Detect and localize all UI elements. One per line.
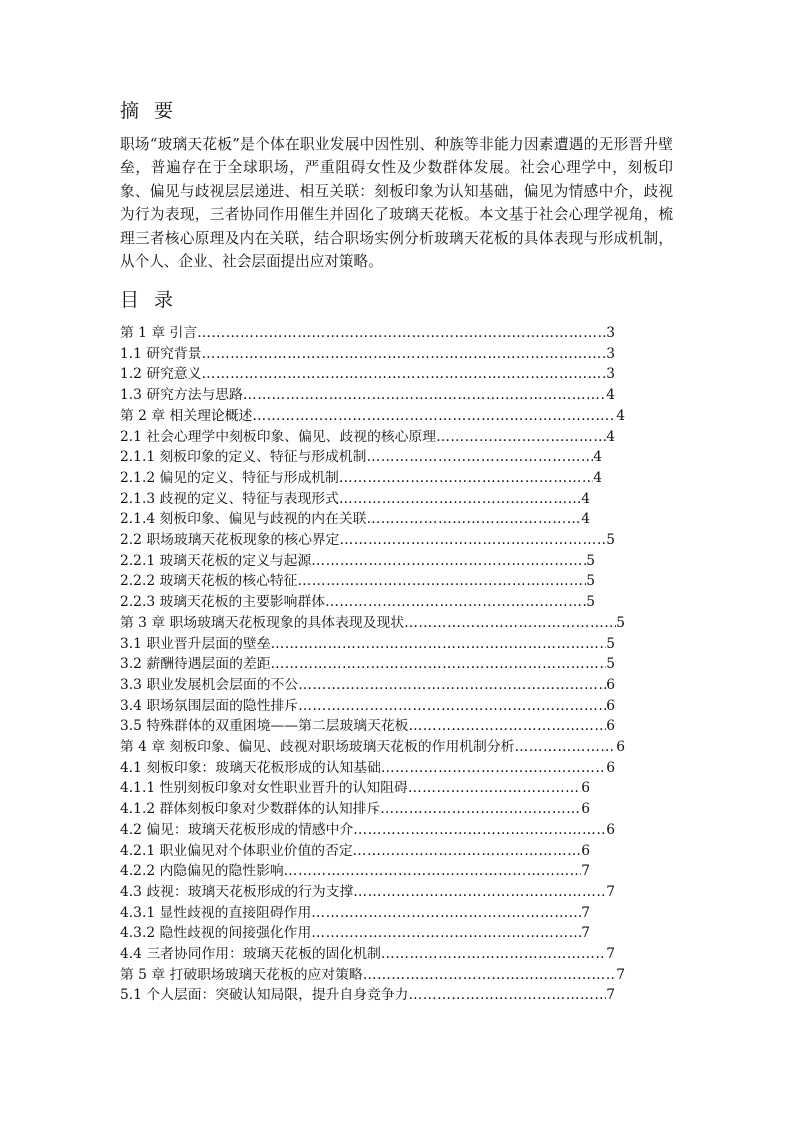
toc-item-title: 2.2.3 玻璃天花板的主要影响群体 (120, 594, 326, 611)
toc-leader-dots (436, 427, 606, 447)
toc-item[interactable] (120, 923, 590, 943)
toc-item-title: 第 3 章 职场玻璃天花板现象的具体表现及现状 (120, 614, 405, 631)
toc-item-page: 7 (606, 946, 615, 962)
toc-item-title: 2.1.4 刻板印象、偏见与歧视的内在关联 (120, 511, 367, 528)
toc-item-page: 7 (606, 883, 615, 900)
toc-item-title: 2.2.1 玻璃天花板的定义与起源 (120, 552, 312, 569)
toc-item[interactable] (120, 758, 615, 778)
toc-item-title: 2.1.2 偏见的定义、特征与形成机制 (120, 469, 339, 486)
toc-item-title: 4.1.2 群体刻板印象对少数群体的认知排斥 (120, 801, 381, 818)
toc-item[interactable] (120, 841, 590, 861)
toc-item[interactable] (120, 634, 615, 654)
toc-leader-dots (408, 716, 606, 736)
toc-item-title: 2.1.1 刻板印象的定义、特征与形成机制 (120, 449, 367, 466)
toc-item[interactable] (120, 882, 615, 902)
toc-item-page: 7 (616, 966, 625, 983)
toc-item[interactable] (120, 861, 590, 881)
toc-item-page: 7 (606, 987, 615, 1004)
toc-item[interactable] (120, 551, 595, 571)
toc-leader-dots (353, 882, 606, 902)
toc-item-title: 第 2 章 相关理论概述 (120, 407, 253, 424)
toc-item[interactable] (120, 613, 625, 633)
toc-item-title: 2.1 社会心理学中刻板印象、偏见、歧视的核心原理 (120, 428, 437, 445)
toc-item-page: 5 (606, 635, 615, 652)
toc-item-title: 1.1 研究背景 (120, 345, 202, 362)
toc-item-page: 4 (593, 469, 602, 486)
toc-item-page: 5 (586, 594, 595, 611)
toc-item[interactable] (120, 654, 615, 674)
toc-item-page: 4 (606, 387, 615, 404)
toc-item-page: 4 (616, 407, 625, 424)
toc-item[interactable] (120, 820, 615, 840)
toc-item-page: 6 (606, 697, 615, 714)
toc-leader-dots (298, 675, 606, 695)
toc-item-title: 3.2 薪酬待遇层面的差距 (120, 656, 271, 673)
toc-item-page: 5 (606, 532, 615, 548)
toc-leader-dots (311, 923, 581, 943)
toc-leader-dots (271, 654, 607, 674)
toc-item[interactable] (120, 489, 590, 509)
toc-item-title: 3.3 职业发展机会层面的不公 (120, 676, 299, 693)
toc-item-page: 5 (586, 573, 595, 590)
toc-item-page: 7 (581, 925, 590, 942)
toc-leader-dots (339, 530, 606, 550)
toc-item-page: 6 (616, 739, 625, 755)
toc-item-title: 4.3.1 显性歧视的直接阻碍作用 (120, 904, 312, 921)
toc-title: 目录 (120, 289, 189, 311)
toc-item-page: 5 (606, 656, 615, 673)
toc-leader-dots (311, 551, 586, 571)
toc-item[interactable] (120, 385, 615, 405)
toc-item[interactable] (120, 799, 590, 819)
toc-item-title: 4.3 歧视：玻璃天花板形成的行为支撑 (120, 883, 354, 900)
toc-item[interactable] (120, 344, 615, 364)
toc-item-page: 3 (606, 366, 615, 383)
toc-item-title: 4.4 三者协同作用：玻璃天花板的固化机制 (120, 946, 381, 962)
toc-item[interactable] (120, 944, 615, 964)
toc-item-page: 6 (606, 676, 615, 693)
toc-item-page: 4 (606, 428, 615, 445)
toc-item-page: 6 (581, 842, 590, 859)
toc-leader-dots (381, 944, 606, 964)
toc-item[interactable] (120, 323, 615, 343)
toc-item[interactable] (120, 468, 602, 488)
toc-leader-dots (325, 592, 586, 612)
toc-item-page: 6 (581, 801, 590, 818)
toc-item[interactable] (120, 509, 590, 529)
toc-item[interactable] (120, 965, 625, 985)
toc-leader-dots (298, 696, 606, 716)
toc-leader-dots (339, 489, 581, 509)
toc-item-page: 5 (586, 552, 595, 569)
toc-item-title: 1.3 研究方法与思路 (120, 387, 243, 404)
toc-leader-dots (408, 985, 606, 1005)
toc-item[interactable] (120, 675, 615, 695)
toc-item-title: 3.1 职业晋升层面的壁垒 (120, 635, 271, 652)
toc-leader-dots (339, 468, 593, 488)
toc-item-page: 3 (606, 325, 615, 341)
toc-leader-dots (380, 799, 581, 819)
toc-item[interactable] (120, 364, 615, 384)
toc-item[interactable] (120, 716, 615, 736)
toc-item-title: 3.4 职场氛围层面的隐性排斥 (120, 697, 299, 714)
toc-leader-dots (404, 613, 616, 633)
toc-leader-dots (366, 509, 581, 529)
toc-item[interactable] (120, 592, 595, 612)
toc-item-title: 4.3.2 隐性歧视的间接强化作用 (120, 925, 312, 942)
toc-leader-dots (381, 758, 606, 778)
toc-leader-dots (197, 323, 606, 343)
toc-item-page: 6 (606, 718, 615, 735)
toc-leader-dots (271, 634, 607, 654)
toc-item-title: 3.5 特殊群体的双重困境——第二层玻璃天花板 (120, 718, 409, 735)
toc-item-title: 1.2 研究意义 (120, 366, 202, 383)
toc-item-page: 6 (581, 780, 590, 797)
toc-item-title: 4.2 偏见：玻璃天花板形成的情感中介 (120, 821, 354, 838)
toc-item[interactable] (120, 696, 615, 716)
toc-item-title: 4.2.1 职业偏见对个体职业价值的否定 (120, 842, 353, 859)
toc-item[interactable] (120, 571, 595, 591)
toc-leader-dots (363, 965, 617, 985)
toc-leader-dots (353, 820, 606, 840)
toc-item-title: 2.1.3 歧视的定义、特征与表现形式 (120, 490, 339, 507)
toc-item-page: 7 (581, 863, 590, 880)
toc-item-title: 第 5 章 打破职场玻璃天花板的应对策略 (120, 966, 363, 983)
toc-leader-dots (202, 344, 607, 364)
toc-leader-dots (366, 447, 593, 467)
toc-item-title: 5.1 个人层面：突破认知局限，提升自身竞争力 (120, 987, 409, 1004)
toc-item[interactable] (120, 406, 625, 426)
toc-item-title: 2.2 职场玻璃天花板现象的核心界定 (120, 532, 340, 548)
toc-item[interactable] (120, 778, 590, 798)
toc-item-title: 第 4 章 刻板印象、偏见、歧视对职场玻璃天花板的作用机制分析 (120, 739, 515, 755)
toc-item-title: 第 1 章 引言 (120, 325, 198, 341)
toc-leader-dots (311, 903, 581, 923)
toc-item-page: 4 (593, 449, 602, 466)
toc-item-page: 6 (606, 821, 615, 838)
toc-item[interactable] (120, 530, 615, 550)
toc-item-page: 4 (581, 511, 590, 528)
toc-item-page: 3 (606, 345, 615, 362)
toc-item-page: 5 (616, 614, 625, 631)
toc-item-page: 4 (581, 490, 590, 507)
toc-leader-dots (353, 841, 582, 861)
toc-item[interactable] (120, 985, 615, 1005)
toc-leader-dots (252, 406, 616, 426)
toc-leader-dots (243, 385, 606, 405)
toc-item-title: 2.2.2 玻璃天花板的核心特征 (120, 573, 298, 590)
toc-item-title: 4.1 刻板印象：玻璃天花板形成的认知基础 (120, 759, 381, 776)
toc-leader-dots (297, 571, 586, 591)
toc-item-title: 4.2.2 内隐偏见的隐性影响 (120, 863, 284, 880)
abstract-title: 摘要 (120, 100, 189, 122)
toc-item-page: 7 (581, 904, 590, 921)
toc-leader-dots (514, 737, 616, 757)
toc-item-title: 4.1.1 性别刻板印象对女性职业晋升的认知阻碍 (120, 780, 408, 797)
toc-item[interactable] (120, 903, 590, 923)
toc-item-page: 6 (606, 759, 615, 776)
toc-item[interactable] (120, 427, 615, 447)
abstract-text: 职场“玻璃天花板”是个体在职业发展中因性别、种族等非能力因素遭遇的无形晋升壁垒，普遍存在于全球职场，严重阻碍女性及少数群体发展。社会心理学中，刻板印象、偏见与歧视层层递进、相互关联：刻板印象为认知基础，偏见为情感中介，歧视为行为表现，三者协同作用催生并固化了玻璃天花板。本文基于社会心理学视角，梳理三者核心原理及内在关联，结合职场实例分析玻璃天花板的具体表现与形成机制，从个人、企业、社会层面提出应对策略。 (120, 136, 673, 271)
toc-leader-dots (202, 364, 607, 384)
toc-leader-dots (408, 778, 581, 798)
toc-item[interactable] (120, 737, 625, 757)
toc-item[interactable] (120, 447, 602, 467)
toc-leader-dots (284, 861, 582, 881)
